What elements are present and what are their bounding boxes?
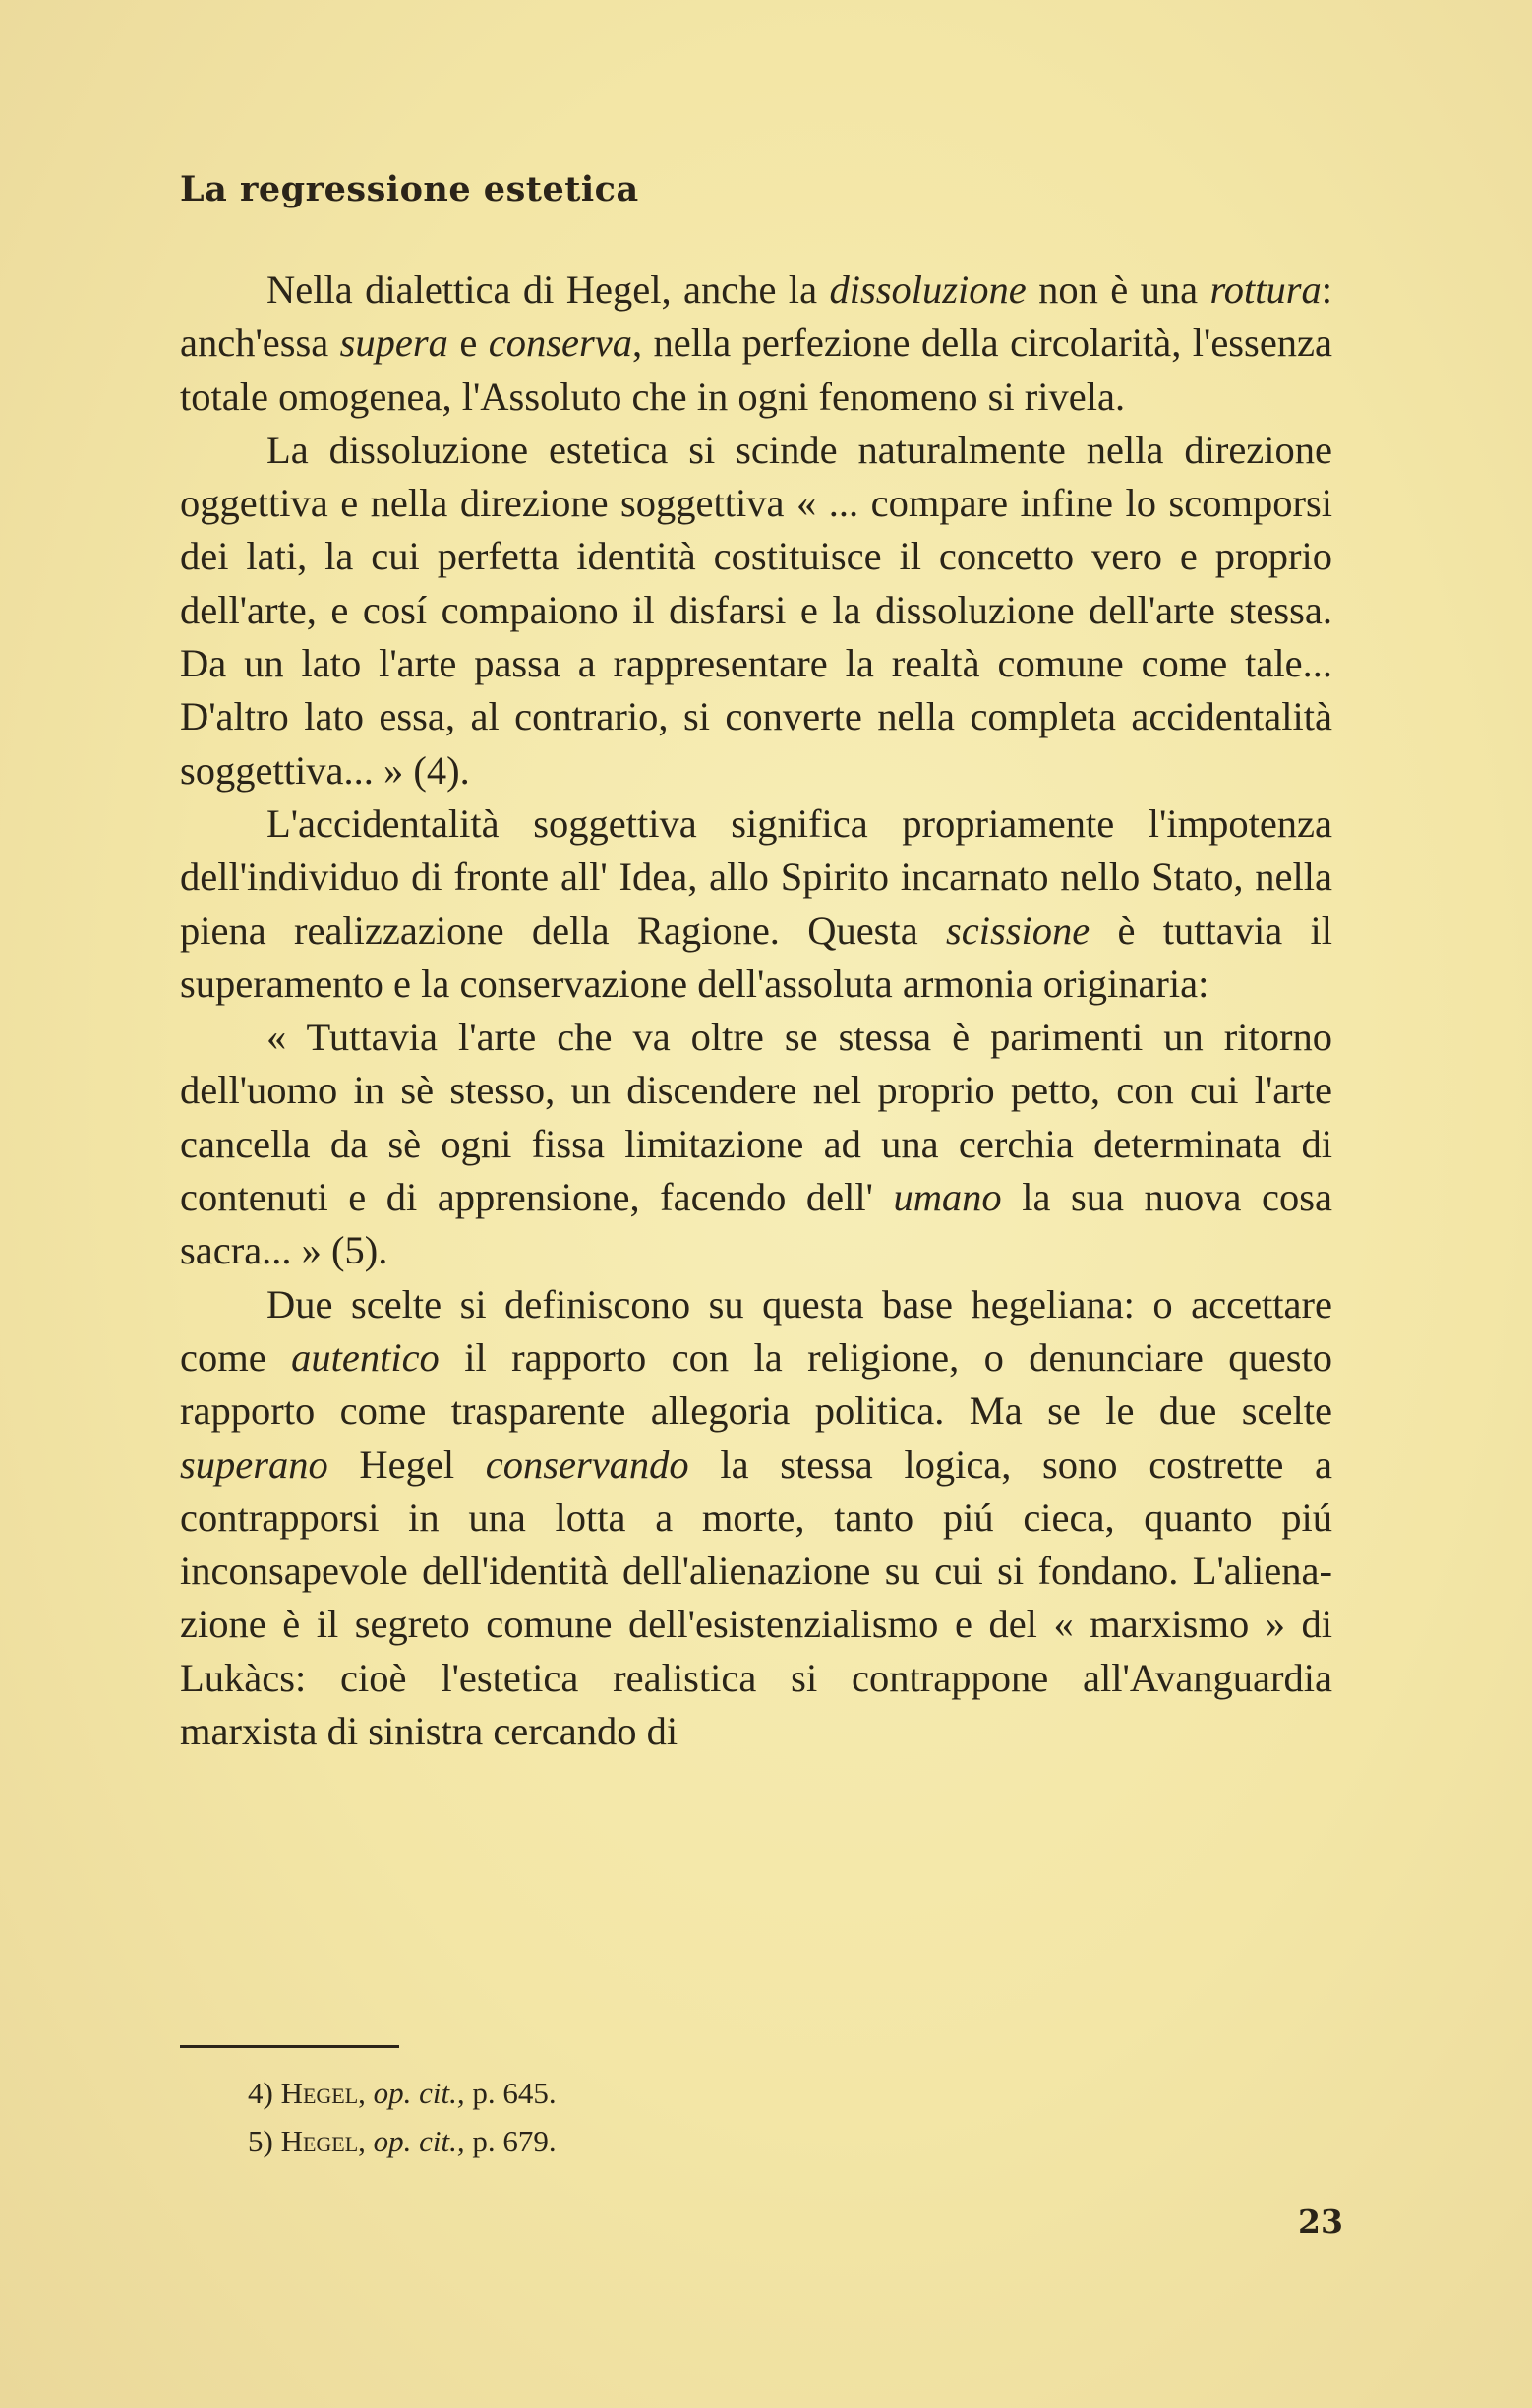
footnote-rule: [180, 2045, 399, 2048]
footnote-author: Hegel,: [280, 2124, 366, 2158]
text-span: Due scelte si definiscono su questa base hegeliana: o accettare come: [180, 1281, 1332, 1380]
text-span: è tuttavia il superamento e la conservazione dell'assoluta armonia originaria:: [180, 908, 1332, 1006]
footnotes: [248, 2069, 557, 2165]
italic-term: superano: [180, 1441, 328, 1487]
italic-term: scissione: [945, 908, 1090, 953]
footnote-page: p. 645.: [472, 2076, 557, 2110]
italic-term: autentico: [291, 1334, 440, 1380]
running-head: La regressione estetica: [180, 169, 639, 209]
paragraph-2: La dissoluzione estetica si scinde naturalmente nella direzione oggettiva e nella direzione soggettiva « ... compare infine lo scomporsi dei lati, la cui perfetta identità costituisce il concetto vero e proprio dell'arte, e cosí compaiono il disfarsi e la dissoluzione dell'arte stessa. Da un lato l'arte passa a rappresentare la realtà comune come tale... D'altro lato essa, al contrario, si converte nella completa accidentalità soggettiva... » (4).: [180, 427, 1332, 793]
text-span: Nella dialettica di Hegel, anche la: [266, 267, 830, 312]
italic-term: umano: [893, 1175, 1002, 1220]
text-span: non è una: [1026, 267, 1210, 312]
body-text: [180, 264, 1332, 1758]
italic-term: conservando: [485, 1441, 689, 1487]
italic-term: dissoluzione: [829, 267, 1027, 312]
footnote-ref: op. cit.,: [373, 2076, 465, 2110]
footnote-ref: op. cit.,: [373, 2124, 465, 2158]
paragraph-4-quote: [180, 1011, 1332, 1277]
italic-term: conserva: [488, 321, 632, 366]
text-span: e: [447, 321, 489, 366]
page-number: 23: [1298, 2202, 1343, 2241]
text-span: L'accidentalità soggettiva significa propriamente l'impotenza dell'individuo di fronte all' Idea, allo Spirito incarnato nello Stato, nella piena realizzazione della Ragione. Questa: [180, 800, 1332, 953]
paragraph-3: [180, 797, 1332, 1011]
paragraph-5: [180, 1278, 1332, 1759]
text-span: : anch'essa: [180, 267, 1333, 366]
footnote-5: [248, 2117, 557, 2165]
text-span: « Tuttavia l'arte che va oltre se stessa è parimenti un ritorno dell'uomo in sè stesso, un discendere nel proprio petto, con cui l'arte cancella da sè ogni fissa limitazione ad una cerchia determinata di contenuti e di apprensione, facendo dell': [180, 1015, 1332, 1220]
italic-term: supera: [339, 321, 448, 366]
text-span: la stessa logica, sono costrette a contrapporsi in una lotta a morte, tanto piú cieca, quanto piú inconsapevole dell'identità dell'alienazione su cui si fondano. L'alienazione è il segreto comune dell'esistenzialismo e del « marxismo » di Lukàcs: cioè l'estetica realistica si contrappone all'Avanguardia marxista di sinistra cercando di: [180, 1441, 1332, 1754]
italic-term: rottura: [1209, 267, 1322, 312]
text-span: il rapporto con la religione, o denunciare questo rapporto come trasparente allegoria politica. Ma se le due scelte: [180, 1334, 1332, 1434]
footnote-number: 5): [248, 2124, 273, 2158]
footnote-4: [248, 2069, 557, 2117]
paragraph-1: [180, 264, 1332, 424]
text-span: Hegel: [327, 1441, 486, 1487]
footnote-author: Hegel,: [280, 2076, 366, 2110]
text-span: la sua nuova cosa sacra... » (5).: [180, 1175, 1333, 1273]
text-span: , nella perfezione della circolarità, l'essenza totale omogenea, l'Assoluto che in ogni fenomeno si rivela.: [180, 321, 1332, 419]
footnote-number: 4): [248, 2076, 273, 2110]
footnote-page: p. 679.: [472, 2124, 557, 2158]
